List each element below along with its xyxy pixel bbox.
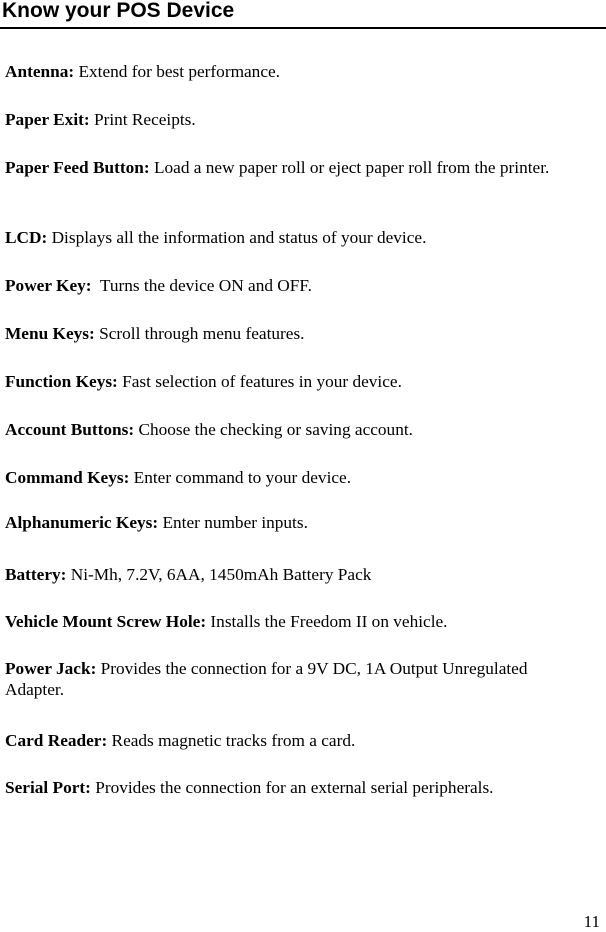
entry-description: Ni-Mh, 7.2V, 6AA, 1450mAh Battery Pack (66, 565, 372, 584)
entry-term: Alphanumeric Keys: (5, 513, 159, 532)
entry-term: Battery: (5, 565, 67, 584)
entry-description: Enter command to your device. (129, 468, 352, 487)
entry-vehicle-mount-screw-hole (5, 611, 605, 632)
entry-battery (5, 564, 605, 585)
entry-description: Load a new paper roll or eject paper roll from the printer. (149, 158, 550, 177)
entry-term: Menu Keys: (5, 324, 95, 343)
entry-term: Function Keys: (5, 372, 118, 391)
entry-alphanumeric-keys (5, 512, 605, 533)
entry-term: LCD: (5, 228, 48, 247)
page-title: Know your POS Device (2, 0, 235, 22)
entry-term: Antenna: (5, 62, 75, 81)
entry-description: Extend for best performance. (74, 62, 280, 81)
title-underline-divider (0, 27, 606, 29)
entry-command-keys (5, 467, 605, 488)
entry-serial-port (5, 777, 605, 798)
entry-antenna (5, 61, 605, 82)
entry-card-reader (5, 730, 605, 751)
entry-description: Displays all the information and status of your device. (47, 228, 427, 247)
entry-power-jack (5, 658, 545, 700)
entry-term: Serial Port: (5, 778, 91, 797)
entry-menu-keys (5, 323, 605, 344)
entry-description: Provides the connection for an external serial peripherals. (90, 778, 494, 797)
page-number: 11 (583, 912, 600, 931)
entry-paper-exit (5, 109, 605, 130)
entry-description: Reads magnetic tracks from a card. (107, 731, 356, 750)
entry-description: Turns the device ON and OFF. (91, 276, 312, 295)
entry-description: Choose the checking or saving account. (134, 420, 413, 439)
entry-term: Command Keys: (5, 468, 130, 487)
entry-term: Card Reader: (5, 731, 108, 750)
entry-paper-feed-button (5, 157, 605, 178)
entry-function-keys (5, 371, 605, 392)
entry-description: Enter number inputs. (158, 513, 308, 532)
entry-term: Paper Feed Button: (5, 158, 150, 177)
entry-description: Provides the connection for a 9V DC, 1A Output Unregulated Adapter. (5, 659, 528, 699)
entry-description: Print Receipts. (89, 110, 196, 129)
entry-term: Power Jack: (5, 659, 97, 678)
entry-term: Vehicle Mount Screw Hole: (5, 612, 207, 631)
entry-term: Paper Exit: (5, 110, 90, 129)
entry-description: Scroll through menu features. (94, 324, 305, 343)
entry-power-key (5, 275, 605, 296)
entry-lcd (5, 227, 605, 248)
entry-term: Power Key: (5, 276, 92, 295)
entry-description: Installs the Freedom II on vehicle. (206, 612, 448, 631)
entry-term: Account Buttons: (5, 420, 135, 439)
entry-account-buttons (5, 419, 605, 440)
entry-description: Fast selection of features in your device. (117, 372, 402, 391)
